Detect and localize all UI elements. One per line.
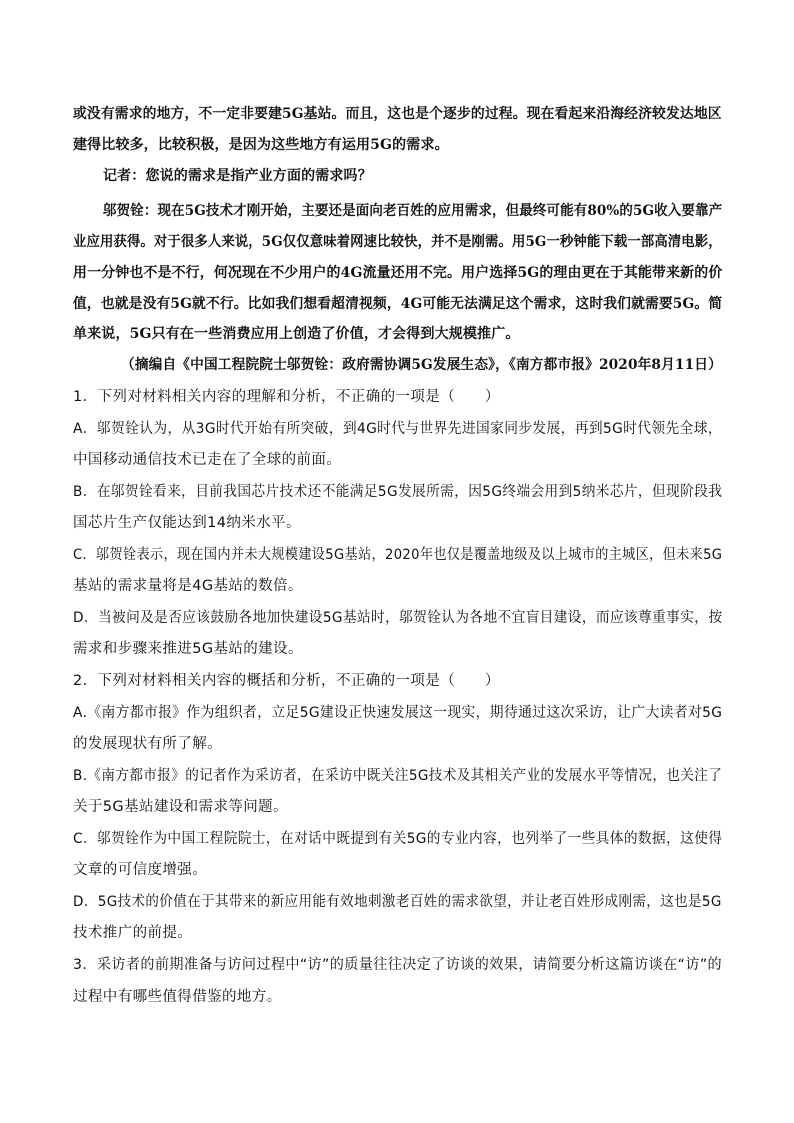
question-2-option-c-cont: 文章的可信度增强。: [73, 862, 208, 878]
question-2-option-d: D．5G技术的价值在于其带来的新应用能有效地刺激老百姓的需求欲望，并让老百姓形成刚需，这也是5G: [73, 894, 722, 910]
question-1-option-c-cont: 基站的需求量将是4G基站的数倍。: [73, 578, 303, 594]
article-line-1: 或没有需求的地方，不一定非要建5G基站。而且，这也是个逐步的过程。现在看起来沿海经济较发达地区: [73, 106, 722, 122]
question-2-option-c: C．邬贺铨作为中国工程院院士，在对话中既提到有关5G的专业内容，也列举了一些具体的数据，这使得: [73, 831, 723, 847]
article-line-8: 单来说，5G只有在一些消费应用上创造了价值，才会得到大规模推广。: [73, 326, 520, 342]
question-1-stem: 1．下列对材料相关内容的理解和分析，不正确的一项是（ ）: [73, 389, 500, 405]
question-1-option-a: A．邬贺铨认为，从3G时代开始有所突破，到4G时代与世界先进国家同步发展，再到5G时代领先全球，: [73, 421, 722, 437]
question-1-option-b: B．在邬贺铨看来，目前我国芯片技术还不能满足5G发展所需，因5G终端会用到5纳米芯片，但现阶段我: [73, 484, 723, 500]
question-1-option-d-cont: 需求和步骤来推进5G基站的建设。: [73, 641, 303, 657]
article-line-2: 建得比较多，比较积极，是因为这些地方有运用5G的需求。: [73, 137, 449, 153]
question-2-option-a-cont: 的发展现状有所了解。: [73, 736, 222, 752]
article-line-4: 邬贺铨：现在5G技术才刚开始，主要还是面向老百姓的应用需求，但最终可能有80%的5G收入要靠产: [103, 203, 723, 219]
question-1-option-d: D．当被问及是否应该鼓励各地加快建设5G基站时，邬贺铨认为各地不宜盲目建设，而应该尊重事实，按: [73, 610, 723, 626]
question-2-option-b-cont: 关于5G基站建设和需求等问题。: [73, 799, 288, 815]
article-line-7: 值，也就是没有5G就不行。比如我们想看超清视频，4G可能无法满足这个需求，这时我们就需要5G。简: [73, 296, 723, 312]
question-3-stem-cont: 过程中有哪些值得借鉴的地方。: [73, 989, 282, 1005]
reporter-question: 记者：您说的需求是指产业方面的需求吗？: [103, 168, 372, 184]
article-line-5: 业应用获得。对于很多人来说，5G仅仅意味着网速比较快，并不是刚需。用5G一秒钟能下载一部高清电影，: [73, 234, 722, 250]
question-1-option-b-cont: 国芯片生产仅能达到14纳米水平。: [73, 515, 301, 531]
article-source: （摘编自《中国工程院院士邬贺铨：政府需协调5G发展生态》，《南方都市报》2020年8月11日）: [121, 357, 722, 373]
question-2-option-b: B.《南方都市报》的记者作为采访者，在采访中既关注5G技术及其相关产业的发展水平等情况，也关注了: [73, 768, 723, 784]
question-1-option-c: C．邬贺铨表示，现在国内并未大规模建设5G基站，2020年也仅是覆盖地级及以上城市的主城区，但未来5G: [73, 547, 723, 563]
question-1-option-a-cont: 中国移动通信技术已走在了全球的前面。: [73, 452, 342, 468]
article-line-6: 用一分钟也不是不行，何况现在不少用户的4G流量还用不完。用户选择5G的理由更在于其能带来新的价: [73, 265, 723, 281]
question-2-stem: 2．下列对材料相关内容的概括和分析，不正确的一项是（ ）: [73, 673, 500, 689]
question-3-stem: 3．采访者的前期准备与访问过程中“访”的质量往往决定了访谈的效果，请简要分析这篇访谈在“访”的: [73, 957, 723, 973]
question-2-option-a: A.《南方都市报》作为组织者，立足5G建设正快速发展这一现实，期待通过这次采访，让广大读者对5G: [73, 705, 723, 721]
question-2-option-d-cont: 技术推广的前提。: [73, 925, 193, 941]
